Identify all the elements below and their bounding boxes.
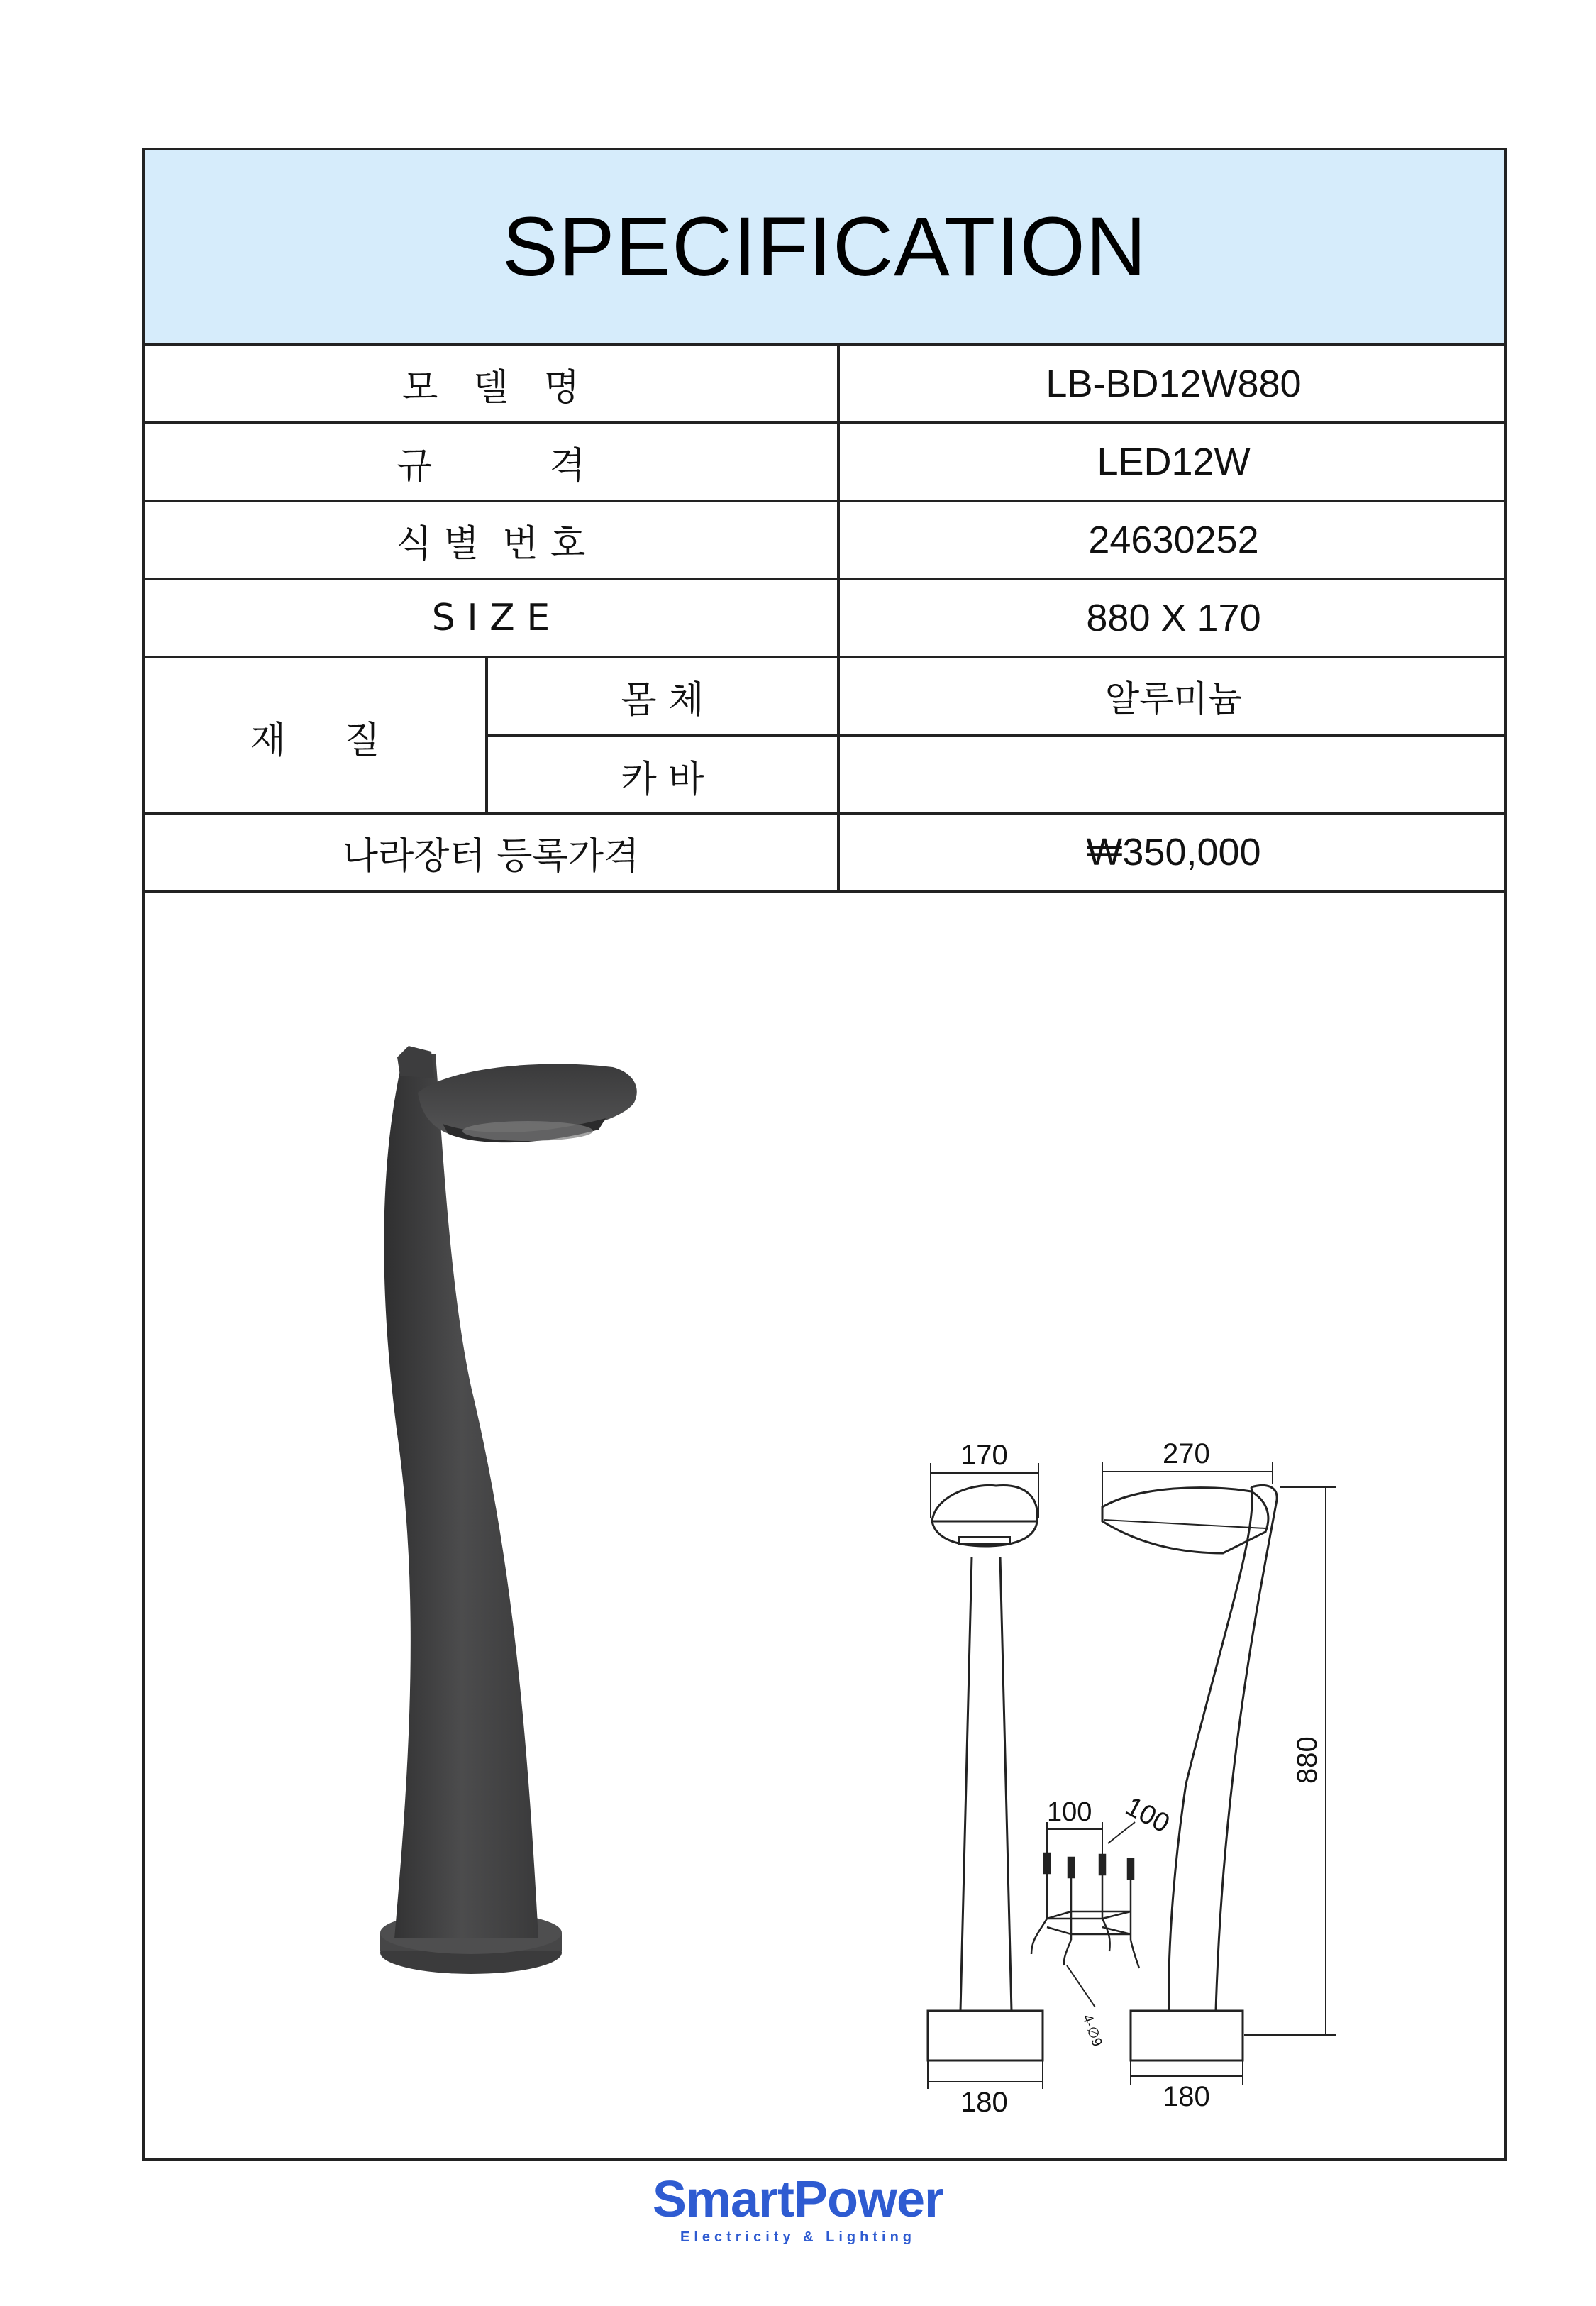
product-photo	[380, 1046, 637, 1974]
size-value: 880 X 170	[1086, 597, 1261, 639]
dim-anchor-depth: 100	[1120, 1791, 1175, 1839]
model-label: 모 델 명	[145, 346, 840, 421]
row-material	[145, 658, 1504, 815]
model-value: LB-BD12W880	[1046, 363, 1302, 405]
cover-label: 카 바	[488, 737, 840, 815]
dim-anchor-width: 100	[1047, 1797, 1092, 1827]
front-lamp-head	[932, 1485, 1037, 1521]
brand-logo	[0, 2171, 1596, 2246]
spec-sheet	[142, 148, 1507, 2161]
cover-value	[840, 737, 1507, 815]
side-base	[1131, 2011, 1243, 2060]
price-value: ₩350,000	[1086, 831, 1261, 873]
dim-front-base: 180	[960, 2087, 1008, 2118]
dim-height: 880	[1292, 1736, 1323, 1784]
front-base	[928, 2011, 1043, 2060]
dim-anchor-bolt: 4-∅9	[1079, 2012, 1105, 2049]
figure-area	[145, 890, 1504, 2161]
anchor-frame	[1031, 1853, 1139, 1968]
product-figures	[145, 890, 1504, 2161]
dim-front-top: 170	[960, 1440, 1008, 1471]
row-id	[145, 502, 1504, 580]
page-title: SPECIFICATION	[501, 200, 1147, 294]
dim-side-base: 180	[1163, 2081, 1210, 2112]
spec-value: LED12W	[1097, 441, 1251, 483]
spec-label: 규 격	[145, 424, 840, 500]
row-spec	[145, 424, 1504, 502]
side-pole-front	[1169, 1487, 1253, 2011]
body-value: 알루미늄	[840, 658, 1507, 737]
id-value: 24630252	[1088, 519, 1259, 561]
row-price	[145, 815, 1504, 893]
brand-name: SmartPower	[652, 2171, 944, 2228]
front-pole	[960, 1557, 1012, 2011]
row-size	[145, 580, 1504, 658]
body-label: 몸 체	[488, 658, 840, 737]
title-band	[145, 150, 1504, 346]
row-model	[145, 346, 1504, 424]
brand-tagline: Electricity & Lighting	[680, 2229, 916, 2245]
price-label: 나라장터 등록가격	[145, 815, 840, 890]
technical-drawing	[928, 1462, 1336, 2089]
dim-side-top: 270	[1163, 1438, 1210, 1469]
id-label: 식 별 번 호	[145, 502, 840, 578]
material-label: 재 질	[145, 658, 488, 815]
side-pole-back	[1216, 1485, 1277, 2011]
size-label: S I Z E	[145, 580, 840, 656]
